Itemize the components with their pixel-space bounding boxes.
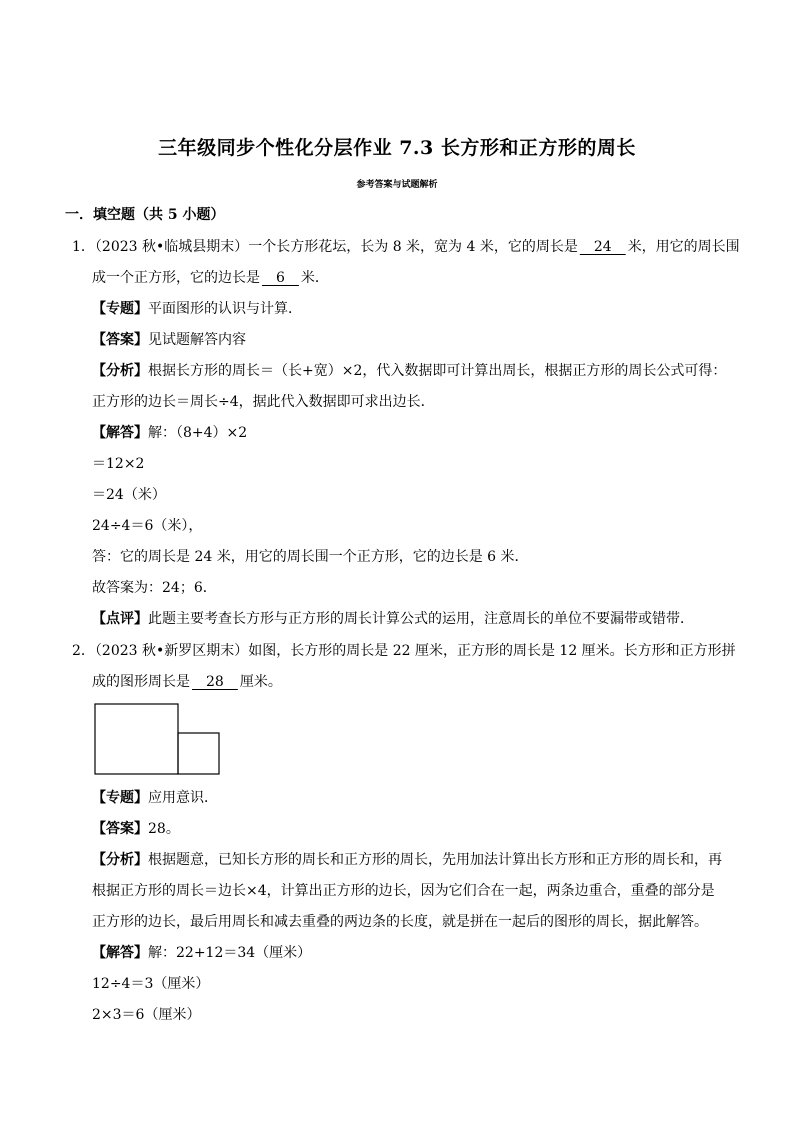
q1-comment xyxy=(92,609,694,629)
q1-answer-tag: 【答案】 xyxy=(92,332,148,348)
q2-solution-line1 xyxy=(92,943,311,963)
page-title: 三年级同步个性化分层作业 7.3 长方形和正方形的周长 xyxy=(158,137,636,159)
q1-analysis-line2: 正方形的边长＝周长÷4，据此代入数据即可求出边长． xyxy=(92,394,435,410)
q1-blank-answer1: 24 xyxy=(579,239,626,255)
q1-analysis-line1 xyxy=(92,361,726,381)
q1-stem-text: 1．（2023 秋•临城县期末）一个长方形花坛，长为 8 米，宽为 4 米，它的周长是 xyxy=(72,239,578,255)
q2-stem-line2 xyxy=(92,672,282,692)
q1-solution-tag: 【解答】 xyxy=(92,425,148,441)
q2-solution-line3: 2×3＝6（厘米） xyxy=(92,1007,201,1023)
rectangle-square-figure xyxy=(94,703,224,778)
q1-stem-text2: 成一个正方形，它的边长是 xyxy=(92,270,260,286)
q2-answer-text: 28。 xyxy=(148,821,180,837)
q1-topic-tag: 【专题】 xyxy=(92,301,148,317)
q2-solution-tag: 【解答】 xyxy=(92,945,148,961)
q2-stem-text2-end: 厘米。 xyxy=(239,674,282,690)
q1-blank-answer2: 6 xyxy=(262,270,299,286)
q1-stem-text2-end: 米． xyxy=(300,270,329,286)
q1-answer xyxy=(92,330,246,350)
q1-comment-tag: 【点评】 xyxy=(92,611,148,627)
q2-solution-text1: 解：22+12＝34（厘米） xyxy=(148,945,312,961)
q1-stem-text-end: 米，用它的周长围 xyxy=(627,239,740,255)
q2-topic-tag: 【专题】 xyxy=(92,790,148,806)
q1-solution-line1 xyxy=(92,423,247,443)
q2-blank-answer1: 28 xyxy=(192,674,238,690)
q2-analysis-text1: 根据题意，已知长方形的周长和正方形的周长，先用加法计算出长方形和正方形的周长和，再 xyxy=(148,852,722,868)
q1-solution-line6: 故答案为：24；6． xyxy=(92,580,217,596)
q2-solution-line2: 12÷4＝3（厘米） xyxy=(92,976,210,992)
q2-answer-tag: 【答案】 xyxy=(92,821,148,837)
q2-stem-line1: 2．（2023 秋•新罗区期末）如图，长方形的周长是 22 厘米，正方形的周长是 12 厘米。长方形和正方形拼 xyxy=(72,643,736,659)
q2-analysis-tag: 【分析】 xyxy=(92,852,148,868)
q1-stem-line2 xyxy=(92,268,329,288)
q2-stem-text2: 成的图形周长是 xyxy=(92,674,190,690)
q1-answer-text: 见试题解答内容 xyxy=(148,332,246,348)
q2-topic xyxy=(92,788,218,808)
q2-topic-text: 应用意识． xyxy=(148,790,218,806)
q1-topic-text: 平面图形的认识与计算． xyxy=(148,301,302,317)
q1-topic xyxy=(92,299,302,319)
q2-answer xyxy=(92,819,180,839)
q1-solution-line3: ＝24（米） xyxy=(92,487,166,503)
q1-analysis-text1: 根据长方形的周长＝（长+宽）×2，代入数据即可计算出周长，根据正方形的周长公式可得： xyxy=(148,363,727,379)
q2-analysis-line1 xyxy=(92,850,722,870)
q1-solution-line2: ＝12×2 xyxy=(92,456,145,472)
q2-analysis-line3: 正方形的边长，最后用周长和减去重叠的两边条的长度，就是拼在一起后的图形的周长，据此解答。 xyxy=(92,914,708,930)
q1-analysis-tag: 【分析】 xyxy=(92,363,148,379)
figure-square xyxy=(178,733,219,774)
q1-stem-line1 xyxy=(72,237,740,257)
q1-solution-text1: 解：（8+4）×2 xyxy=(148,425,248,441)
figure-rectangle xyxy=(95,704,178,774)
q1-comment-text: 此题主要考查长方形与正方形的周长计算公式的运用，注意周长的单位不要漏带或错带． xyxy=(148,611,694,627)
section-heading: 一．填空题（共 5 小题） xyxy=(65,207,225,223)
q1-solution-line4: 24÷4＝6（米）， xyxy=(92,518,203,534)
q1-solution-line5: 答：它的周长是 24 米，用它的周长围一个正方形，它的边长是 6 米． xyxy=(92,549,529,565)
q2-analysis-line2: 根据正方形的周长＝边长×4，计算出正方形的边长，因为它们合在一起，两条边重合，重叠的部分是 xyxy=(92,883,715,899)
page-subtitle: 参考答案与试题解析 xyxy=(356,180,438,190)
